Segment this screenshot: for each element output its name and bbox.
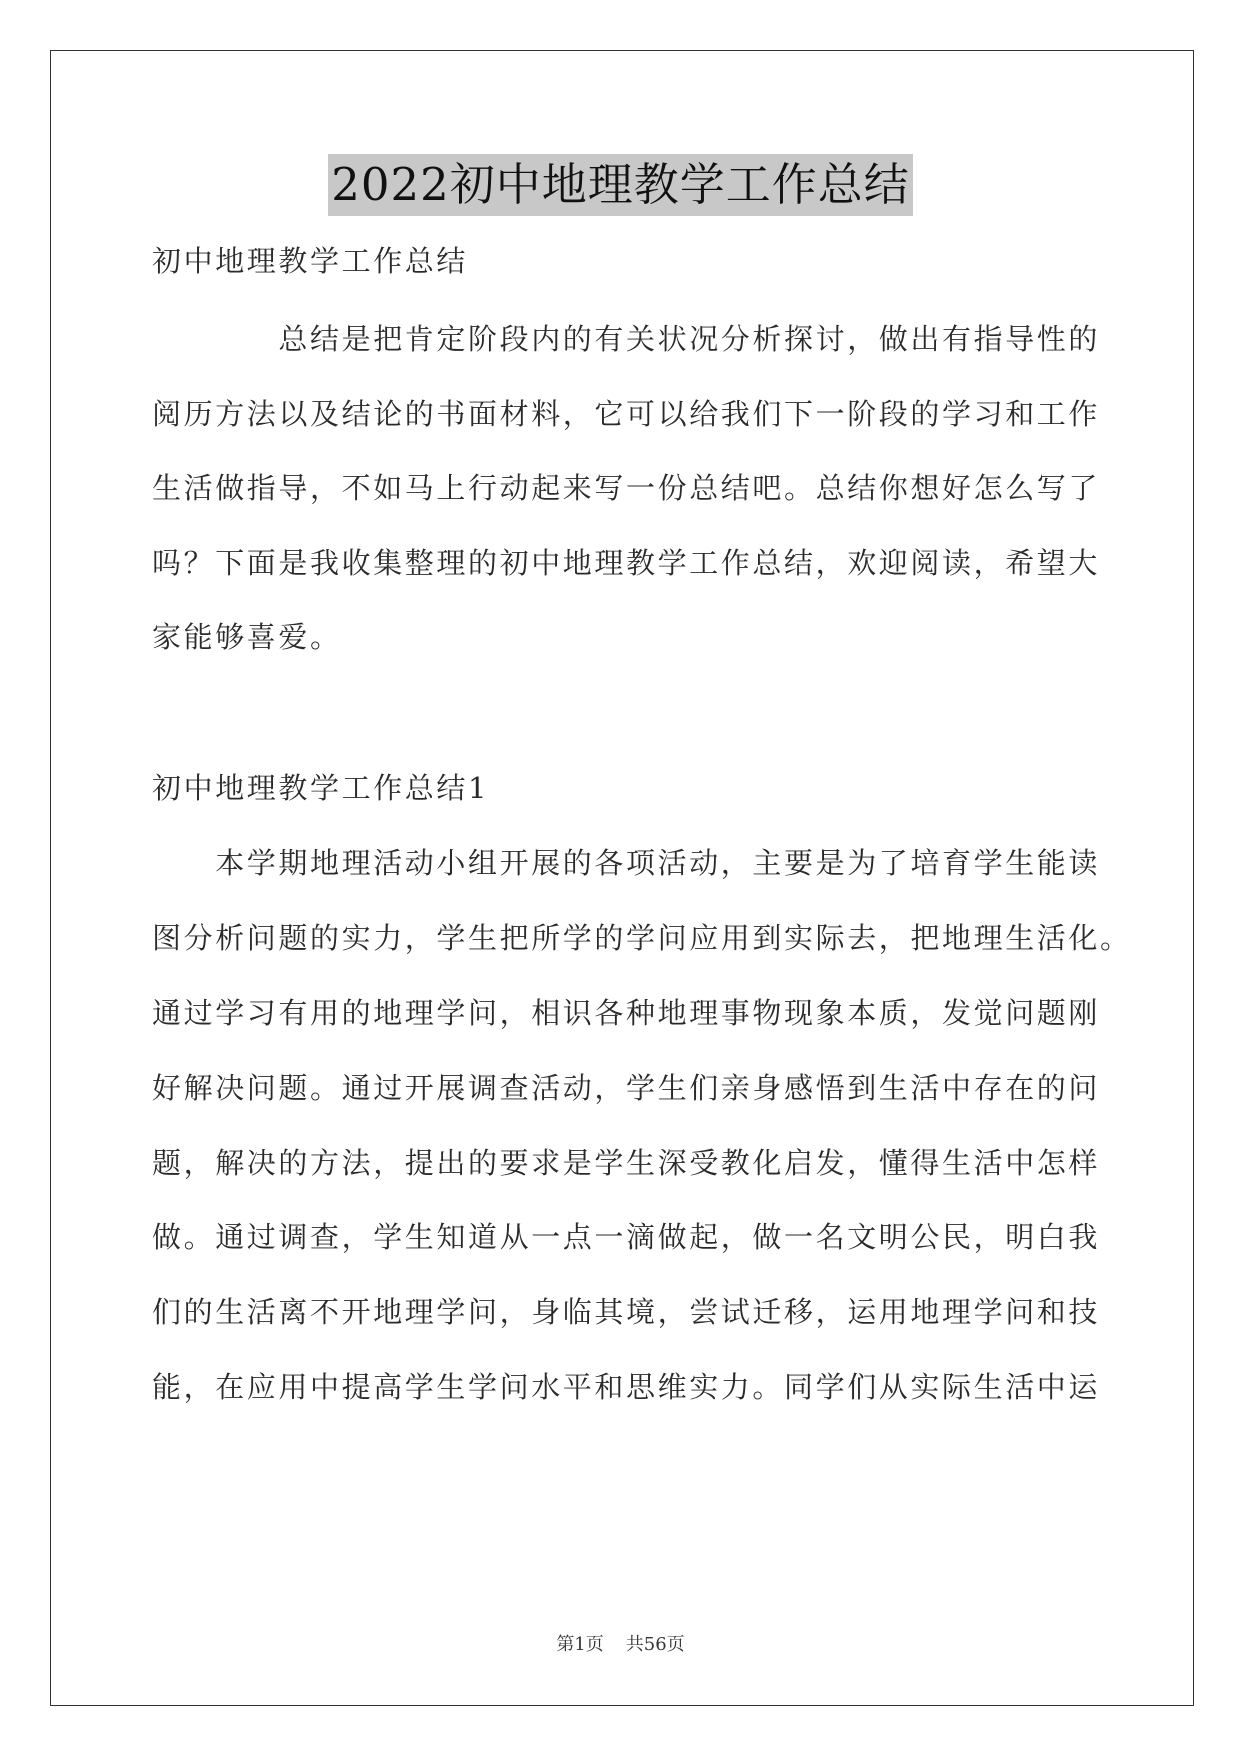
paragraph-line: 好解决问题。通过开展调查活动，学生们亲身感悟到生活中存在的问 [152,1071,1101,1105]
page-footer [0,1633,1241,1657]
paragraph-line: 们的生活离不开地理学问，身临其境，尝试迁移，运用地理学问和技 [152,1295,1101,1329]
paragraph-line: 阅历方法以及结论的书面材料，它可以给我们下一阶段的学习和工作 [152,397,1101,431]
page-number: 第1页 [556,1634,604,1655]
paragraph-line: 图分析问题的实力，学生把所学的学问应用到实际去，把地理生活化。 [152,921,1132,955]
title-wrap [0,154,1241,216]
page-total: 共56页 [625,1634,685,1655]
paragraph-line: 做。通过调查，学生知道从一点一滴做起，做一名文明公民，明白我 [152,1220,1101,1254]
paragraph-line: 题，解决的方法，提出的要求是学生深受教化启发，懂得生活中怎样 [152,1146,1101,1180]
paragraph-line: 通过学习有用的地理学问，相识各种地理事物现象本质，发觉问题刚 [152,996,1101,1030]
paragraph-line: 吗？下面是我收集整理的初中地理教学工作总结，欢迎阅读，希望大 [152,546,1101,580]
paragraph-line: 总结是把肯定阶段内的有关状况分析探讨，做出有指导性的 [152,322,1101,356]
section-heading: 初中地理教学工作总结 [152,244,469,278]
paragraph-line: 本学期地理活动小组开展的各项活动，主要是为了培育学生能读 [152,846,1101,880]
paragraph-line: 生活做指导，不如马上行动起来写一份总结吧。总结你想好怎么写了 [152,471,1101,505]
section-heading: 初中地理教学工作总结1 [152,771,490,805]
paragraph-line: 家能够喜爱。 [152,620,342,654]
paragraph-line: 能，在应用中提高学生学问水平和思维实力。同学们从实际生活中运 [152,1370,1101,1404]
document-title: 2022初中地理教学工作总结 [328,154,913,216]
